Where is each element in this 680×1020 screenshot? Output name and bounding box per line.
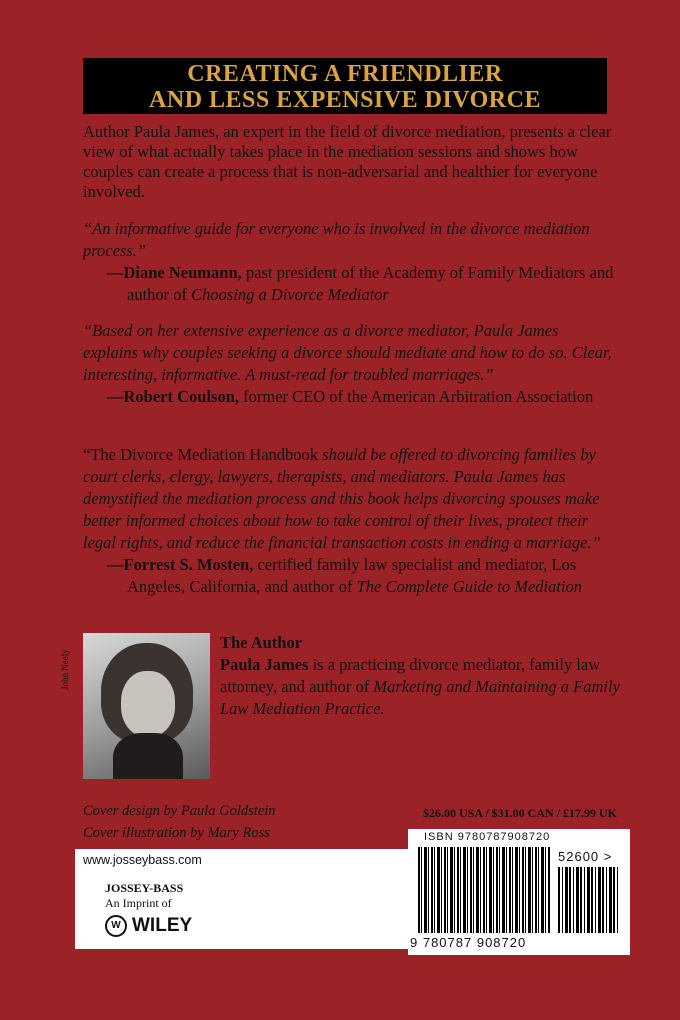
price: $26.00 USA / $31.00 CAN / £17.99 UK [422, 806, 617, 820]
photo-credit: John Neely [60, 649, 70, 690]
title-banner [83, 58, 607, 114]
barcode-addon-number: 52600 > [558, 849, 613, 864]
barcode-bars [418, 847, 550, 933]
publisher-imprint [105, 881, 183, 911]
attribution-coulson: —Robert Coulson, former CEO of the American Arbitration Association [107, 387, 594, 406]
quoted-book-title: “The Divorce Mediation Handbook [83, 445, 319, 464]
title-line-2: AND LESS EXPENSIVE DIVORCE [149, 87, 541, 113]
publisher-name: JOSSEY-BASS [105, 881, 184, 895]
author-heading: The Author [220, 633, 303, 652]
isbn-text: ISBN 9780787908720 [424, 831, 551, 843]
quote-neumann: “An informative guide for everyone who is involved in the divorce mediation process.” [83, 219, 590, 260]
book-title: Choosing a Divorce Mediator [191, 285, 389, 304]
intro-paragraph: Author Paula James, an expert in the field of divorce mediation, presents a clear view of what actually takes place in the mediation sessions and shows how couples can create a process that is non-adversarial and healthier for everyone involved. [83, 122, 612, 201]
cover-design-credit: Cover design by Paula Goldstein [83, 803, 276, 819]
barcode-digits: 9 780787 908720 [410, 935, 527, 950]
imprint-text: An Imprint of [105, 896, 172, 910]
attribution-name: —Forrest S. Mosten, [107, 555, 254, 574]
author-section [220, 632, 620, 720]
cover-credits [83, 800, 383, 844]
attribution-mosten: —Forrest S. Mosten, certified family law specialist and mediator, Los Angeles, California, and author of The Complete Guide to Mediation [107, 555, 583, 596]
barcode [408, 829, 630, 955]
barcode-addon-bars [558, 867, 620, 933]
author-book: Marketing and Maintaining a Family Law Mediation Practice. [220, 677, 620, 718]
attribution-neumann: —Diane Neumann, past president of the Academy of Family Mediators and author of Choosing a Divorce Mediator [107, 263, 614, 304]
attribution-name: —Robert Coulson, [107, 387, 240, 406]
author-photo [83, 633, 210, 779]
quote-mosten: “The Divorce Mediation Handbook should be offered to divorcing families by court clerks, clergy, lawyers, therapists, and mediators. Paula James has demystified the mediation process and this book helps divorcing spouses make better informed choices about how to take control of their lives, protect their legal rights, and reduce the financial transaction costs in ending a marriage.” [83, 445, 601, 552]
author-bio: Paula James is a practicing divorce mediator, family law attorney, and author of Marketing and Maintaining a Family Law Mediation Practice. [220, 655, 620, 718]
publisher-box [75, 849, 408, 949]
publisher-url: www.josseybass.com [83, 853, 202, 867]
wiley-wordmark: WILEY [132, 915, 193, 936]
wiley-seal-icon: W [105, 915, 127, 937]
book-title: The Complete Guide to Mediation [356, 577, 583, 596]
wiley-logo [105, 915, 192, 937]
cover-illustration-credit: Cover illustration by Mary Ross [83, 825, 270, 841]
title-line-1: CREATING A FRIENDLIER [187, 61, 503, 87]
author-name: Paula James [220, 655, 309, 674]
quote-coulson: “Based on her extensive experience as a divorce mediator, Paula James explains why couples seeking a divorce should mediate and how to do so. Clear, interesting, informative. A must-read for troubled marriages.” [83, 321, 612, 384]
attribution-name: —Diane Neumann, [107, 263, 242, 282]
